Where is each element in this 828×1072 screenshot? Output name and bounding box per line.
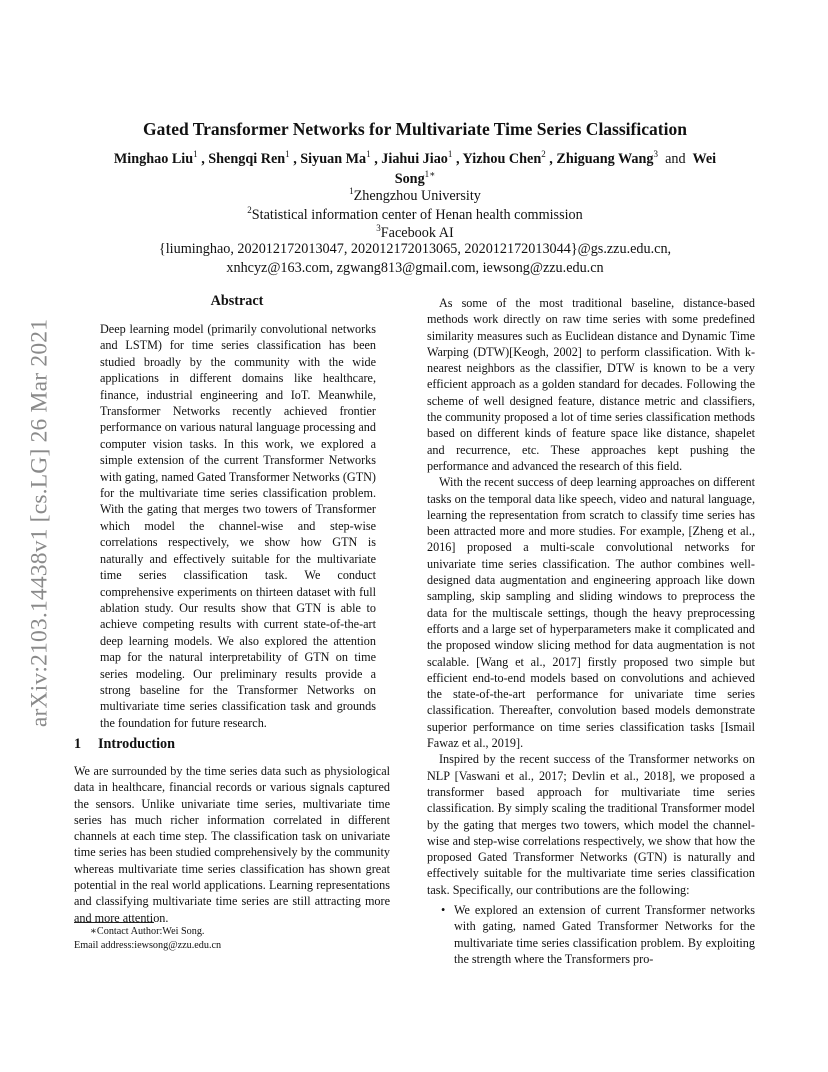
bullet-marker: • [441, 902, 446, 917]
footnote-rule [74, 922, 154, 923]
author-affil-mark: 2 [541, 149, 546, 159]
author-name: Minghao Liu [113, 151, 194, 167]
paragraph-text: With the recent success of deep learning approaches on different tasks on the temporal data like speech, video and natural language, learning the representation from scratch to classify time series has been attracted more and more studies. For example, [Zheng et al., 2016] proposed a multi-scale convolutional networks for univariate time series classification. The author combines well-designed data augmentation and engineering approach like down sampling, skip sampling and sliding windows to preprocess the data for the multiscale settings, though the heavy preprocessing efforts and a large set of hyperparameters make it complicated and the proposed window slicing method for data augmentation is not scalable. [Wang et al., 2017] firstly proposed two simple but efficient end-to-end models based on convolutions and achieved the state-of-the-art performance for univariate time series classification. Thereafter, convolution based models demonstrate superior performance on time series classification tasks [Ismail Fawaz et al., 2019]. [427, 475, 755, 751]
affiliation-mark: 3 [376, 223, 381, 233]
arxiv-stamp-text: arXiv:2103.14438v1 [cs.LG] 26 Mar 2021 [26, 318, 53, 727]
author-separator: , [545, 151, 557, 167]
author-name: Shengqi Ren [208, 151, 286, 167]
author-emails [80, 240, 750, 278]
author-separator: , [289, 151, 301, 167]
author-affil-mark: 1 [366, 149, 371, 159]
author-affil-mark: 1∗ [424, 169, 436, 179]
affiliation-mark: 2 [247, 205, 252, 215]
affiliation [80, 187, 750, 206]
author-affil-mark: 3 [653, 149, 659, 159]
section-heading [74, 736, 175, 753]
paper-title: Gated Transformer Networks for Multivariate Time Series Classification [143, 119, 687, 139]
paragraph-text: We are surrounded by the time series data such as physiological data in healthcare, financial records or various signals captured the sensors. Unlike univariate time series, multivariate time series has much richer information correlated in different channels at each time step. The classification task on univariate time series has been studied comprehensively by the community whereas multivariate time series classification has shown great potential in the real world applications. Learning representations and classifying multivariate time series are still attracting more and more attention. [74, 764, 390, 925]
author-affil-mark: 1 [285, 149, 290, 159]
author-affil-mark: 1 [193, 149, 198, 159]
right-column [427, 295, 755, 967]
affiliation-mark: 1 [349, 186, 354, 196]
author-name: Yizhou Chen [462, 151, 542, 167]
section-title: Introduction [98, 736, 175, 752]
affiliation-text: Zhengzhou University [353, 188, 481, 204]
author-separator: , [370, 151, 382, 167]
section-number: 1 [74, 736, 82, 752]
list-item-text: We explored an extension of current Transformer networks with gating, named Gated Transformer Networks for the multivariate time series classification problem. By exploiting the strength where the Transformers pro- [454, 902, 755, 966]
footnote-email: Email address:iewsong@zzu.edu.cn [74, 940, 222, 951]
email-line: {liuminghao, 202012172013047, 202012172013065, 202012172013044}@gs.zzu.edu.cn, [158, 241, 672, 257]
abstract-body: Deep learning model (primarily convolutional networks and LSTM) for time series classification has been studied broadly by the community with the wide applications in different domains like healthcare, finance, industrial engineering and IoT. Meanwhile, Transformer Networks recently achieved frontier performance on various natural language processing and computer vision tasks. In this work, we explored a simple extension of the current Transformer Networks with gating, named Gated Transformer Networks (GTN) for the multivariate time series classification problem. With the gating that merges two towers of Transformer which model the channel-wise and step-wise correlations respectively, we show how GTN is naturally and effectively suitable for the multivariate time series classification task. We conduct comprehensive experiments on thirteen dataset with full ablation study. Our results show that GTN is able to achieve competing results with current state-of-the-art deep learning models. We also explored the attention map for the natural interpretability of GTN on time series modeling. Our preliminary results provide a strong baseline for the Transformer Networks on multivariate time series classification task and grounds the foundation for future research. [100, 322, 376, 730]
author-name: Zhiguang Wang [556, 151, 654, 167]
author-separator: , [452, 151, 463, 167]
email-line: xnhcyz@163.com, zgwang813@gmail.com, iewsong@zzu.edu.cn [226, 260, 604, 276]
arxiv-stamp [22, 285, 58, 760]
abstract-heading: Abstract [210, 293, 264, 309]
affiliation-text: Facebook AI [380, 225, 454, 241]
author-affil-mark: 1 [447, 149, 453, 159]
paragraph-text: As some of the most traditional baseline, distance-based methods work directly on raw time series with some predefined similarity measures such as Euclidean distance and Dynamic Time Warping (DTW)[Keogh, 2002] to perform classification. With k-nearest neighbors as the classifier, DTW is known to be a very efficient approach as a golden standard for decades. Following the scheme of well designed feature, distance metric and classifiers, the community proposed a lot of time series classification methods based on different kinds of feature space like distance, shapelet and recurrence, etc. These approaches kept pushing the performance and advanced the research of this field. [427, 296, 755, 473]
author-separator: , [197, 151, 209, 167]
list-item [439, 902, 755, 967]
footnote-contact: ∗Contact Author:Wei Song. [90, 926, 205, 937]
author-name: Siyuan Ma [300, 151, 367, 167]
paragraph-text: Inspired by the recent success of the Transformer networks on NLP [Vaswani et al., 2017; Devlin et al., 2018], we proposed a transformer based approach for multivariate time series classification. By simply scaling the traditional Transformer model by the gating that merges two towers, which model the channel-wise and step-wise correlations respectively, we show that how the proposed Gated Transformer Networks (GTN) is naturally and effectively suitable for the multivariate time series classification task. Specifically, our contributions are the following: [427, 752, 755, 897]
author-name: Jiahui Jiao [381, 151, 448, 167]
author-and: and [665, 151, 686, 167]
author-name: Wei Song [394, 151, 717, 187]
contribution-list [439, 902, 755, 967]
author-list [100, 149, 730, 189]
intro-paragraph [74, 763, 390, 926]
affiliation-text: Statistical information center of Henan health commission [251, 207, 583, 223]
affiliation [80, 206, 750, 225]
